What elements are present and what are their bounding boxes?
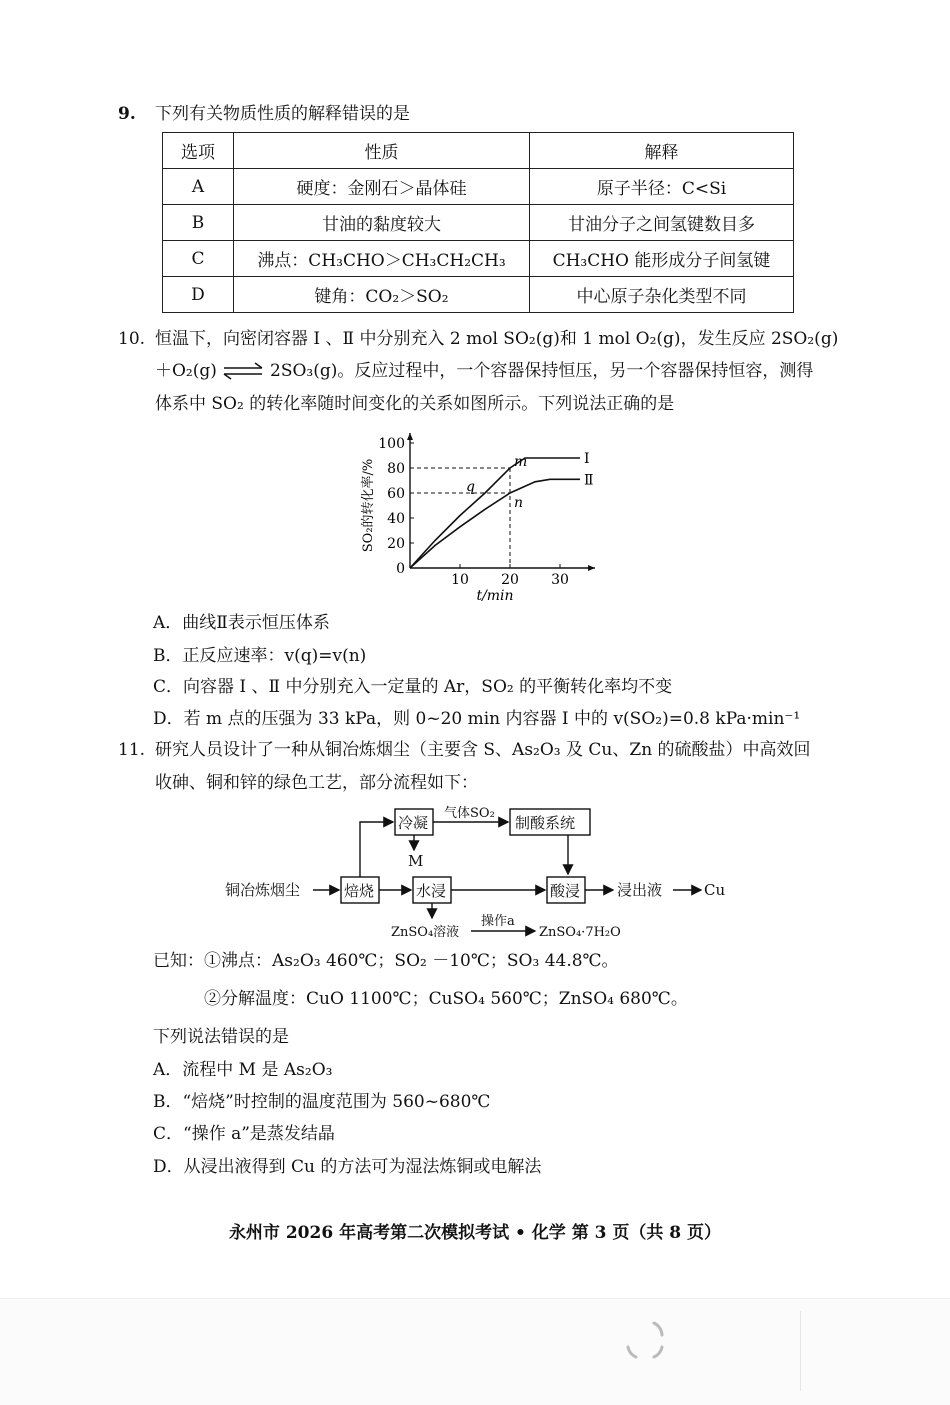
x-tick-label: 20 (501, 572, 519, 588)
table-row (163, 277, 794, 313)
flow-cu-label: Cu (704, 881, 726, 899)
flow-water-label: 水浸 (416, 882, 447, 900)
table-header-row (163, 133, 794, 169)
y-axis-arrow-icon (407, 433, 413, 440)
flow-znso4-label: ZnSO₄溶液 (391, 925, 460, 940)
table-cell: 甘油分子之间氢键数目多 (530, 205, 794, 241)
question-10-option-d: D．若 m 点的压强为 33 kPa，则 0~20 min 内容器 Ⅰ 中的 v(SO₂)=0.8 kPa·min⁻¹ (153, 709, 801, 729)
equilibrium-arrow-icon (222, 362, 266, 380)
question-11-option-c: C．“操作 a”是蒸发结晶 (153, 1124, 335, 1144)
table-cell: A (163, 169, 234, 205)
question-11-option-a: A．流程中 M 是 As₂O₃ (153, 1060, 333, 1080)
viewer-bottom-area (0, 1298, 950, 1405)
question-10-line1: 恒温下，向密闭容器 Ⅰ 、Ⅱ 中分别充入 2 mol SO₂(g)和 1 mol O₂(g)，发生反应 2SO₂(g) (155, 329, 839, 349)
table-cell: 沸点：CH₃CHO＞CH₃CH₂CH₃ (234, 241, 530, 277)
page-footer: 永州市 2026 年高考第二次模拟考试 • 化学 第 3 页（共 8 页） (228, 1223, 722, 1243)
table-cell: 键角：CO₂＞SO₂ (234, 277, 530, 313)
table-row (163, 205, 794, 241)
point-label-m: m (514, 454, 528, 470)
series-label-1: Ⅰ (584, 451, 590, 467)
question-10-option-c: C．向容器 Ⅰ 、Ⅱ 中分别充入一定量的 Ar，SO₂ 的平衡转化率均不变 (153, 677, 673, 697)
question-9-stem: 下列有关物质性质的解释错误的是 (155, 104, 410, 124)
question-11-line2: 收砷、铜和锌的绿色工艺，部分流程如下： (155, 773, 478, 793)
table-cell: B (163, 205, 234, 241)
table-cell: 中心原子杂化类型不同 (530, 277, 794, 313)
table-cell: D (163, 277, 234, 313)
y-tick-label: 60 (387, 486, 405, 502)
table-header-cell: 性质 (234, 133, 530, 169)
conversion-chart (350, 428, 600, 608)
question-9-number: 9. (118, 104, 136, 124)
point-label-n: n (514, 495, 524, 511)
series-label-2: Ⅱ (584, 472, 594, 489)
known-2: ②分解温度：CuO 1100℃；CuSO₄ 560℃；ZnSO₄ 680℃。 (204, 989, 688, 1009)
question-10-line2a: ＋O₂(g) (155, 361, 217, 381)
y-tick-label: 80 (387, 461, 405, 477)
question-10-option-b: B．正反应速率：v(q)=v(n) (153, 646, 367, 666)
question-11-number: 11. (118, 740, 146, 760)
table-header-cell: 选项 (163, 133, 234, 169)
flow-product-label: ZnSO₄·7H₂O (539, 925, 621, 940)
table-cell: 原子半径：C<Si (530, 169, 794, 205)
divider (800, 1311, 801, 1391)
question-11-line1: 研究人员设计了一种从铜冶炼烟尘（主要含 S、As₂O₃ 及 Cu、Zn 的硫酸盐）中高效回 (155, 740, 811, 760)
table-cell: C (163, 241, 234, 277)
flow-gas-label: 气体SO₂ (444, 806, 495, 821)
x-tick-label: 10 (451, 572, 469, 588)
question-11-option-d: D．从浸出液得到 Cu 的方法可为湿法炼铜或电解法 (153, 1157, 542, 1177)
known-1: 已知：①沸点：As₂O₃ 460℃；SO₂ －10℃；SO₃ 44.8℃。 (153, 951, 619, 971)
flow-cond-label: 冷凝 (398, 814, 429, 832)
flow-acid-sys-label: 制酸系统 (515, 814, 576, 832)
y-tick-label: 100 (378, 436, 405, 452)
x-axis-arrow-icon (588, 565, 595, 571)
table-header-cell: 解释 (530, 133, 794, 169)
y-tick-label: 40 (387, 511, 405, 527)
question-9-table (162, 132, 794, 313)
question-11-ask: 下列说法错误的是 (153, 1027, 289, 1047)
loading-spinner-icon (622, 1317, 668, 1363)
flow-leachate-label: 浸出液 (617, 881, 663, 899)
question-10-line3: 体系中 SO₂ 的转化率随时间变化的关系如图所示。下列说法正确的是 (155, 394, 675, 414)
point-label-q: q (466, 479, 475, 495)
y-tick-label: 20 (387, 536, 405, 552)
question-11-option-b: B．“焙烧”时控制的温度范围为 560~680℃ (153, 1092, 491, 1112)
flow-op-label: 操作a (481, 914, 515, 929)
table-cell: 甘油的黏度较大 (234, 205, 530, 241)
question-10-option-a: A．曲线Ⅱ表示恒压体系 (153, 613, 330, 633)
flow-m-label: M (408, 852, 424, 870)
flow-acid-leach-label: 酸浸 (550, 882, 581, 900)
flow-start-label: 铜冶炼烟尘 (225, 881, 301, 899)
table-cell: CH₃CHO 能形成分子间氢键 (530, 241, 794, 277)
question-10-number: 10. (118, 329, 146, 349)
x-axis-label: t/min (476, 588, 514, 604)
y-tick-label: 0 (396, 561, 405, 577)
x-tick-label: 30 (551, 572, 569, 588)
table-row (163, 241, 794, 277)
table-cell: 硬度：金刚石＞晶体硅 (234, 169, 530, 205)
flow-roast-label: 焙烧 (344, 882, 375, 900)
y-axis-label: SO₂的转化率/% (361, 458, 376, 553)
table-row (163, 169, 794, 205)
process-flow-diagram (215, 800, 735, 945)
series-line-1 (410, 458, 580, 568)
question-10-line2b: 2SO₃(g)。反应过程中，一个容器保持恒压，另一个容器保持恒容，测得 (270, 361, 814, 381)
